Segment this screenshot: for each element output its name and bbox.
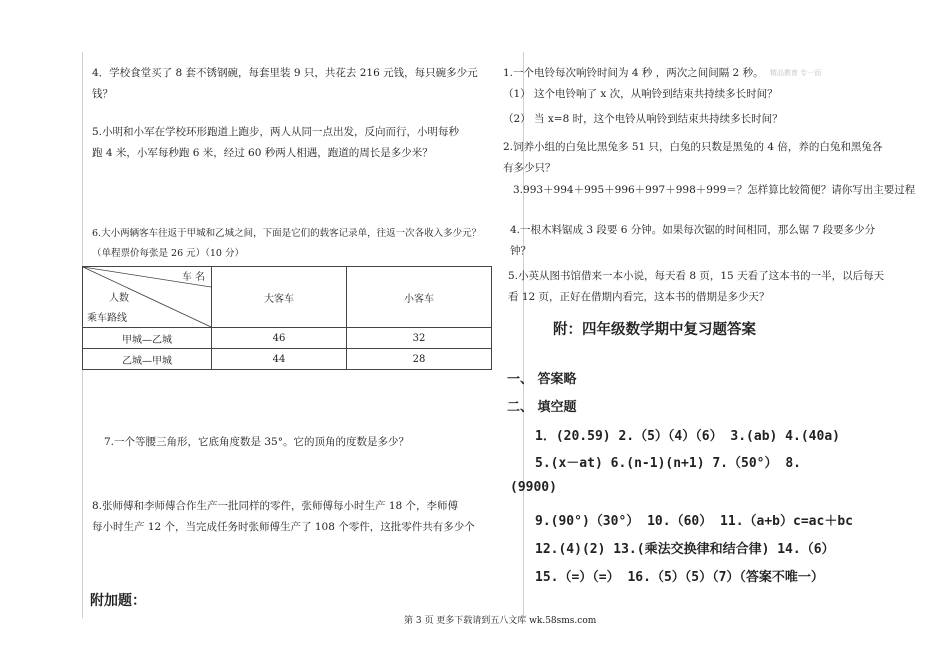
answer-line: 15.（=）（=） 16.（5）（5）（7）（答案不唯一） bbox=[535, 570, 824, 585]
bonus-q2-line1: 2.饲养小组的白兔比黑兔多 51 只，白兔的只数是黑兔的 4 倍，养的白兔和黑兔各 bbox=[503, 141, 883, 153]
table-row bbox=[83, 328, 492, 349]
bonus-question-4 bbox=[510, 220, 930, 262]
question-8-line1: 8.张师傅和李师傅合作生产一批同样的零件，张师傅每小时生产 18 个，李师傅 bbox=[92, 500, 459, 512]
row-small-value: 32 bbox=[347, 328, 492, 349]
question-4-line2: 钱？ bbox=[92, 88, 113, 100]
bonus-question-5 bbox=[508, 266, 928, 308]
answer-line: 1．(20.59) 2.（5）（4）（6） 3.(ab) 4.(40a) bbox=[535, 429, 840, 444]
question-5-line1: 5.小明和小军在学校环形跑道上跑步，两人从同一点出发，反向而行，小明每秒 bbox=[92, 126, 460, 138]
row-route: 甲城—乙城 bbox=[83, 328, 212, 349]
question-7: 7.一个等腰三角形，它底角度数是 35°。它的顶角的度数是多少？ bbox=[104, 436, 409, 448]
bonus-q1-line1: 1.一个电铃每次响铃时间为 4 秒 ，两次之间间隔 2 秒。 bbox=[503, 67, 764, 79]
bonus-q5-line2: 看 12 页，正好在借期内看完，这本书的借期是多少天？ bbox=[508, 291, 770, 303]
answer-line: 5.(x－at) 6.(n-1)(n+1) 7.（50°） 8. bbox=[535, 456, 801, 471]
question-6 bbox=[92, 224, 512, 264]
table-row bbox=[83, 349, 492, 370]
header-route: 乘车路线 bbox=[87, 313, 127, 324]
row-big-value: 44 bbox=[212, 349, 347, 370]
header-people: 人数 bbox=[109, 293, 129, 304]
answer-line: (9900) bbox=[510, 480, 557, 495]
bonus-q1-part2: （2） 当 x=8 时，这个电铃从响铃到结束共持续多长时间？ bbox=[503, 113, 783, 125]
bonus-q4-line2: 钟？ bbox=[510, 245, 531, 257]
bonus-question-3: 3.993＋994＋995＋996＋997＋998＋999＝？怎样算比较简便？请你写出主要过程 bbox=[513, 184, 916, 196]
row-big-value: 46 bbox=[212, 328, 347, 349]
question-6-line2: （单程票价每张是 26 元）（10 分） bbox=[92, 248, 244, 259]
bonus-q1-part1: （1） 这个电铃响了 x 次，从响铃到结束共持续多长时间？ bbox=[503, 88, 778, 100]
answer-line: 9.(90°)（30°） 10.（60） 11.（a+b）c=ac＋bc bbox=[535, 514, 853, 529]
bonus-q4-line1: 4.一根木料锯成 3 段要 6 分钟。如果每次锯的时间相同，那么锯 7 段要多少分 bbox=[510, 224, 876, 236]
bonus-question-2 bbox=[503, 137, 923, 179]
question-8-line2: 每小时生产 12 个，当完成任务时张师傅生产了 108 个零件，这批零件共有多少个 bbox=[92, 521, 475, 533]
faint-watermark-text: 精品教育 专一而 bbox=[770, 69, 822, 77]
bonus-q2-line2: 有多少只？ bbox=[503, 162, 556, 174]
table-diagonal-header bbox=[83, 267, 212, 328]
question-6-line1: 6.大小两辆客车往返于甲城和乙城之间，下面是它们的载客记录单，往返一次各收入多少元？ bbox=[92, 228, 482, 239]
answer-title: 附：四年级数学期中复习题答案 bbox=[553, 322, 756, 338]
answer-line: 12.(4)(2) 13.(乘法交换律和结合律) 14.（6） bbox=[535, 542, 835, 557]
question-5 bbox=[92, 122, 502, 164]
bonus-heading: 附加题： bbox=[90, 593, 146, 609]
header-car-name: 车 名 bbox=[181, 272, 205, 283]
question-4-line1: 4．学校食堂买了 8 套不锈钢碗，每套里装 9 只，共花去 216 元钱，每只碗多少元 bbox=[92, 67, 478, 79]
page-footer: 第 3 页 更多下载请到五八文库 wk.58sms.com bbox=[404, 616, 597, 626]
section-1-heading: 一、 答案略 bbox=[507, 372, 577, 387]
question-4 bbox=[92, 63, 502, 105]
section-2-heading: 二、 填空题 bbox=[507, 400, 577, 415]
bonus-q5-line1: 5.小英从图书馆借来一本小说，每天看 8 页，15 天看了这本书的一半，以后每天 bbox=[508, 270, 885, 282]
question-5-line2: 跑 4 米，小军每秒跑 6 米，经过 60 秒两人相遇，跑道的周长是多少米？ bbox=[92, 147, 433, 159]
row-small-value: 28 bbox=[347, 349, 492, 370]
row-route: 乙城—甲城 bbox=[83, 349, 212, 370]
column-big-bus: 大客车 bbox=[212, 267, 347, 328]
column-small-bus: 小客车 bbox=[347, 267, 492, 328]
bonus-question-1 bbox=[503, 63, 923, 130]
passenger-record-table bbox=[82, 266, 492, 370]
question-8 bbox=[92, 496, 512, 538]
